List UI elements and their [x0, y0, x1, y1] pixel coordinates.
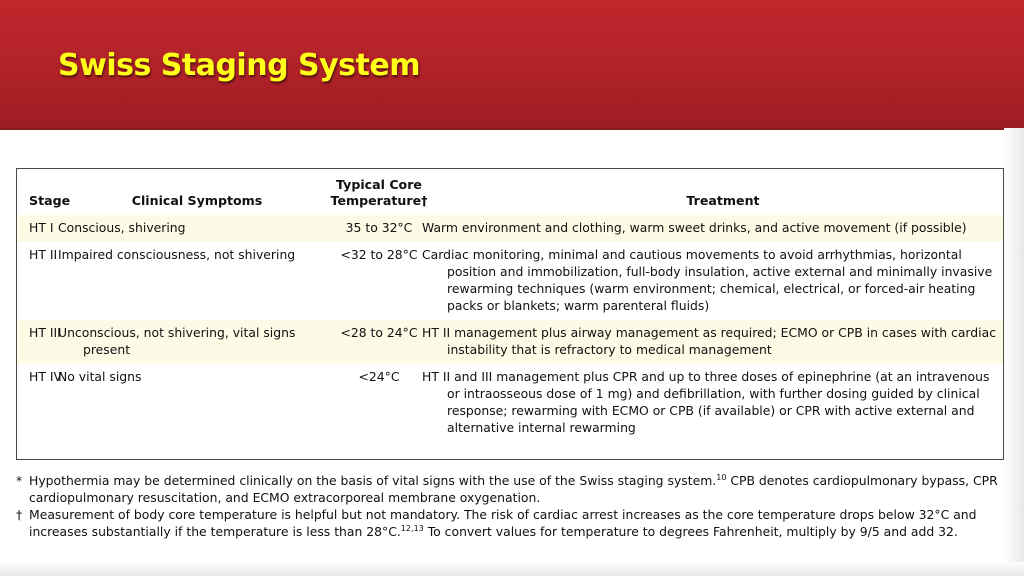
treatment-cell: HT II and III management plus CPR and up to three doses of epinephrine (at an intravenous or intraosseous dose of 1 mg) and defibrillation, with further dosing guided by clinical response; rewarming with ECMO or CPB (if available) or CPR with active external and alternative internal rewarming — [422, 369, 990, 435]
temperature-cell: <32 to 28°C — [340, 247, 418, 262]
table-row — [17, 364, 1003, 442]
symptoms-cell: No vital signs — [58, 369, 142, 384]
footnote-star-text-a: Hypothermia may be determined clinically on the basis of vital signs with the use of the Swiss staging system. — [29, 473, 717, 488]
header-treatment: Treatment — [686, 193, 760, 208]
table-row — [17, 320, 1003, 364]
header-stage: Stage — [29, 193, 71, 208]
symptoms-cell: Unconscious, not shivering, vital signs present — [79, 320, 315, 364]
temperature-cell: <24°C — [358, 369, 400, 384]
table-row — [17, 215, 1003, 242]
footnote-dagger-ref: 12,13 — [400, 524, 424, 533]
title-banner — [0, 0, 1024, 130]
header-temp-line1: Typical Core — [336, 177, 422, 192]
stage-cell: HT II — [29, 247, 58, 262]
header-core-temperature — [315, 169, 443, 215]
staging-table — [16, 168, 1004, 460]
footnote-star-mark: * — [16, 473, 23, 488]
treatment-cell: HT II management plus airway management as required; ECMO or CPB in cases with cardiac instability that is refractory to medical management — [443, 320, 1003, 364]
stage-cell: HT III — [17, 320, 79, 364]
temperature-cell: <28 to 24°C — [315, 320, 443, 364]
page-edge-shade — [1004, 128, 1024, 576]
header-clinical-symptoms: Clinical Symptoms — [131, 193, 263, 208]
footnote-star-text-b: CPB denotes cardiopulmonary bypass, CPR cardiopulmonary resuscitation, and ECMO extracorporeal membrane oxygenation. — [29, 473, 998, 505]
staging-table-grid — [17, 169, 1003, 442]
treatment-cell: Warm environment and clothing, warm sweet drinks, and active movement (if possible) — [443, 215, 1003, 242]
slide-title: Swiss Staging System — [58, 48, 420, 83]
treatment-cell: Cardiac monitoring, minimal and cautious movements to avoid arrhythmias, horizontal position and immobilization, full-body insulation, active external and minimally invasive rewarming techniques (warm environment; chemical, electrical, or forced-air heating packs or blankets; warm parenteral fluids) — [422, 247, 993, 313]
stage-cell: HT IV — [29, 369, 62, 384]
footnote-dagger — [16, 506, 1004, 540]
symptoms-cell: Impaired consciousness, not shivering — [58, 247, 296, 262]
footnote-dagger-mark: † — [16, 507, 23, 522]
footnote-star-ref: 10 — [716, 473, 727, 482]
header-temp-line2: Temperature† — [330, 193, 428, 208]
table-row — [17, 242, 1003, 320]
stage-cell: HT I — [17, 215, 79, 242]
symptoms-cell: Conscious, shivering — [79, 215, 315, 242]
footnote-dagger-text-b: To convert values for temperature to degrees Fahrenheit, multiply by 9/5 and add 32. — [423, 524, 958, 539]
footnote-dagger-text-a: Measurement of body core temperature is helpful but not mandatory. The risk of cardiac arrest increases as the core temperature drops below 32°C and increases substantially if the temperature is less than 28°C. — [29, 507, 977, 539]
table-header-row — [17, 169, 1003, 215]
page-bottom-shade — [0, 562, 1024, 576]
temperature-cell: 35 to 32°C — [315, 215, 443, 242]
table-footnotes — [16, 472, 1004, 540]
footnote-star — [16, 472, 1004, 506]
